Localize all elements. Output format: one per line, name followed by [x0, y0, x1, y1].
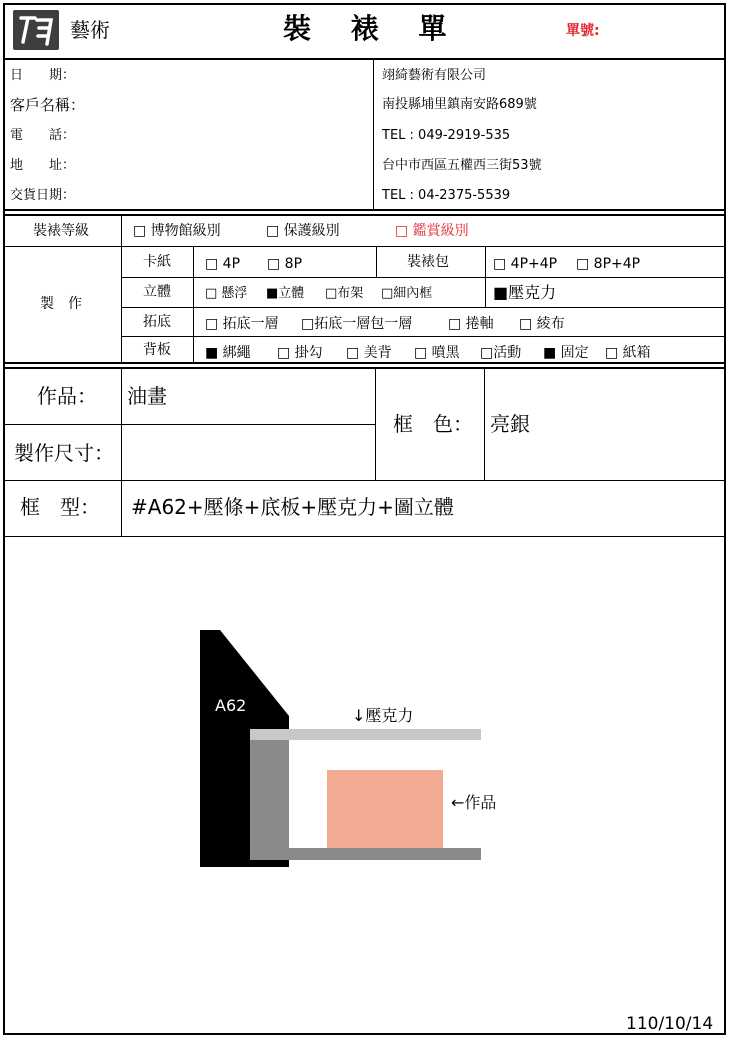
- address-label: 地 址：: [10, 158, 76, 173]
- customer-name-label: 客戶名稱：: [10, 96, 86, 114]
- rubbing-option-single[interactable]: □ 拓底一層: [205, 316, 279, 332]
- stereo-option-acrylic[interactable]: ■壓克力: [493, 283, 557, 302]
- wrap-label: 裝裱包: [407, 254, 449, 270]
- order-number-label: 單號:: [566, 23, 600, 39]
- frame-type-value: #A62+壓條+底板+壓克力+圖立體: [131, 495, 454, 519]
- mat-option-4p[interactable]: □ 4P: [205, 256, 241, 272]
- acrylic-label: ↓壓克力: [352, 706, 414, 725]
- profile-label: A62: [215, 696, 247, 715]
- company-address-1: 南投縣埔里鎮南安路689號: [382, 97, 537, 112]
- grade-option-appreciation[interactable]: □ 鑑賞級別: [395, 223, 469, 239]
- work-label: 作品：: [37, 384, 97, 408]
- backing-option-rope[interactable]: ■ 綁繩: [205, 345, 251, 361]
- backboard: [250, 848, 481, 860]
- grade-option-museum[interactable]: □ 博物館級別: [133, 223, 221, 239]
- production-label: 製 作: [40, 296, 82, 312]
- backing-option-movable[interactable]: □活動: [480, 345, 522, 361]
- stereo-option-3d[interactable]: ■立體: [266, 286, 305, 301]
- rubbing-label: 拓底: [143, 314, 171, 330]
- mat-option-8p[interactable]: □ 8P: [267, 256, 303, 272]
- wrap-option-8p4p[interactable]: □ 8P+4P: [576, 256, 641, 272]
- acrylic-sheet: [250, 729, 481, 740]
- company-tel-2: TEL : 04-2375-5539: [382, 188, 511, 203]
- mat-label: 卡紙: [143, 254, 171, 270]
- footer-date: 110/10/14: [626, 1014, 714, 1034]
- backing-label: 背板: [143, 342, 171, 358]
- grade-label: 裝裱等級: [33, 223, 89, 239]
- delivery-date-label: 交貨日期：: [10, 188, 76, 203]
- grade-option-protection[interactable]: □ 保護級別: [266, 223, 340, 239]
- stereo-option-cloth-frame[interactable]: □布架: [325, 286, 364, 301]
- company-name: 翊綺藝術有限公司: [382, 68, 487, 83]
- backing-option-back[interactable]: □ 美背: [346, 345, 392, 361]
- logo-text: 藝術: [70, 18, 110, 42]
- form-title: 裝 裱 單: [283, 12, 447, 45]
- rubbing-option-silk[interactable]: □ 綾布: [519, 316, 565, 332]
- stereo-label: 立體: [143, 284, 171, 300]
- backing-option-hook[interactable]: □ 掛勾: [277, 345, 323, 361]
- backing-option-fixed[interactable]: ■ 固定: [543, 345, 589, 361]
- spacer-block: [250, 740, 289, 848]
- work-value: 油畫: [127, 384, 167, 408]
- rubbing-option-wrapped[interactable]: □拓底一層包一層: [301, 316, 413, 332]
- date-label: 日 期：: [10, 68, 76, 83]
- wrap-option-4p4p[interactable]: □ 4P+4P: [493, 256, 558, 272]
- backing-option-black[interactable]: □ 噴黑: [414, 345, 460, 361]
- artwork-block: [327, 770, 443, 848]
- backing-option-box[interactable]: □ 紙箱: [605, 345, 651, 361]
- frame-color-value: 亮銀: [490, 412, 530, 436]
- frame-color-label: 框 色：: [393, 412, 473, 436]
- company-tel-1: TEL : 049-2919-535: [382, 128, 511, 143]
- frame-type-label: 框 型：: [20, 495, 100, 519]
- company-address-2: 台中市西區五權西三街53號: [382, 158, 542, 173]
- size-label: 製作尺寸：: [14, 441, 114, 465]
- rubbing-option-scroll[interactable]: □ 捲軸: [448, 316, 494, 332]
- stereo-option-float[interactable]: □ 懸浮: [205, 286, 248, 301]
- stereo-option-inner-frame[interactable]: □細內框: [381, 286, 433, 301]
- phone-label: 電 話：: [10, 128, 76, 143]
- artwork-label: ←作品: [451, 793, 497, 812]
